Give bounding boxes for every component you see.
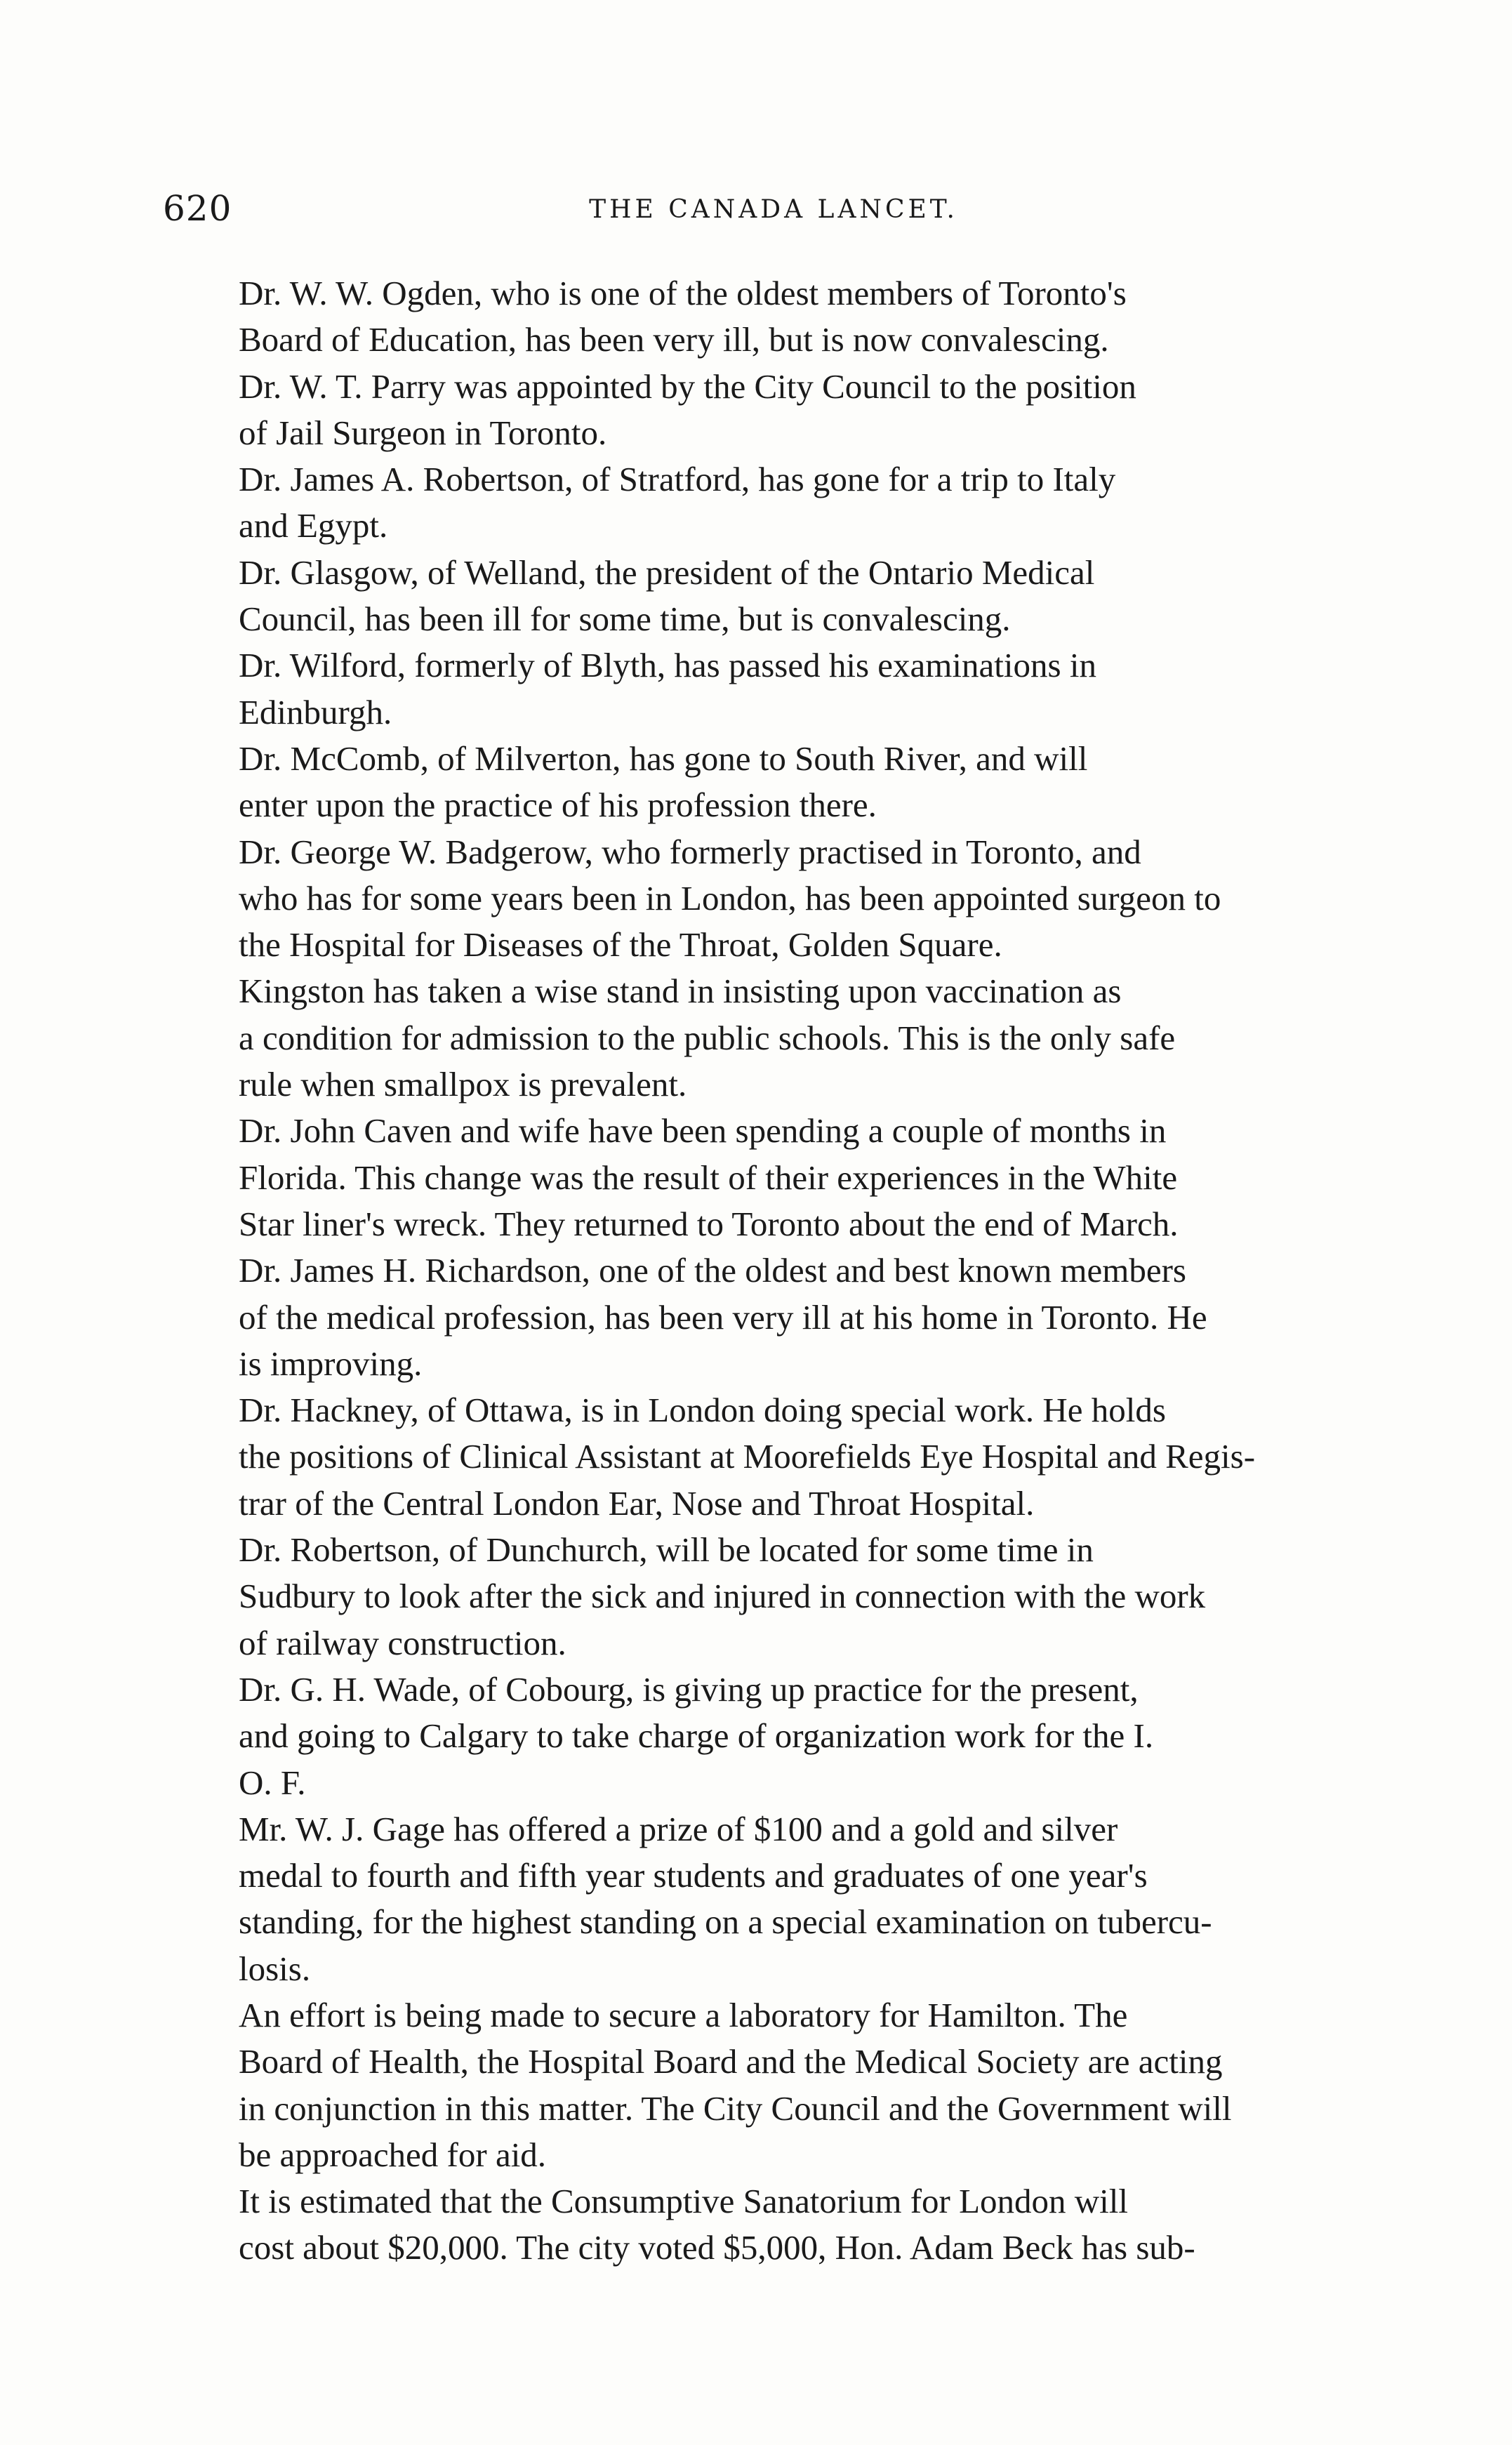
text-line: the positions of Clinical Assistant at Moorefields Eye Hospital and Regis- [239, 1437, 1256, 1476]
text-line: the Hospital for Diseases of the Throat, Golden Square. [239, 925, 1002, 965]
text-line: Dr. Glasgow, of Welland, the president of the Ontario Medical [239, 552, 1095, 592]
text-line: Sudbury to look after the sick and injured in connection with the work [239, 1577, 1206, 1616]
paragraph [163, 1527, 1384, 1667]
paragraph [163, 364, 1384, 457]
paragraph [163, 2178, 1384, 2272]
text-line: Florida. This change was the result of their experiences in the White [239, 1158, 1178, 1197]
text-line: Dr. McComb, of Milverton, has gone to South River, and will [239, 738, 1088, 778]
paragraph [163, 736, 1384, 829]
text-line: who has for some years been in London, has been appointed surgeon to [239, 878, 1221, 917]
paragraph [163, 1667, 1384, 1806]
running-head: THE CANADA LANCET. [589, 195, 958, 224]
text-line: An effort is being made to secure a laboratory for Hamilton. The [239, 1995, 1128, 2034]
text-line: Dr. G. H. Wade, of Cobourg, is giving up practice for the present, [239, 1669, 1139, 1709]
text-line: Board of Education, has been very ill, but is now convalescing. [239, 320, 1109, 359]
paragraph [163, 1806, 1384, 1992]
page-number: 620 [163, 188, 232, 229]
text-line: a condition for admission to the public schools. This is the only safe [239, 1018, 1176, 1057]
text-line: Board of Health, the Hospital Board and the Medical Society are acting [239, 2042, 1223, 2081]
paragraph [163, 1247, 1384, 1387]
paragraph [163, 550, 1384, 643]
text-line: Dr. Wilford, formerly of Blyth, has passed his examinations in [239, 646, 1096, 685]
text-line: trar of the Central London Ear, Nose and Throat Hospital. [239, 1483, 1035, 1523]
paragraph [163, 968, 1384, 1108]
text-line: O. F. [239, 1763, 306, 1802]
text-line: Mr. W. J. Gage has offered a prize of $100 and a gold and silver [239, 1809, 1118, 1848]
paragraph [163, 642, 1384, 736]
text-line: Kingston has taken a wise stand in insisting upon vaccination as [239, 972, 1122, 1011]
text-line: cost about $20,000. The city voted $5,000, Hon. Adam Beck has sub- [239, 2228, 1195, 2267]
paragraph [163, 829, 1384, 969]
text-line: is improving. [239, 1344, 423, 1383]
text-line: Dr. Hackney, of Ottawa, is in London doing special work. He holds [239, 1391, 1166, 1430]
text-line: Dr. W. T. Parry was appointed by the City Council to the position [239, 366, 1136, 406]
text-line: standing, for the highest standing on a special examination on tubercu- [239, 1902, 1212, 1942]
paragraph [163, 1387, 1384, 1527]
text-line: Dr. George W. Badgerow, who formerly practised in Toronto, and [239, 832, 1141, 871]
paragraph [163, 1992, 1384, 2178]
text-line: of the medical profession, has been very ill at his home in Toronto. He [239, 1297, 1207, 1337]
paragraph [163, 456, 1384, 550]
text-line: losis. [239, 1949, 311, 1988]
article-body [163, 270, 1384, 2272]
text-line: Star liner's wreck. They returned to Toronto about the end of March. [239, 1204, 1179, 1243]
text-line: of railway construction. [239, 1623, 566, 1662]
text-line: medal to fourth and fifth year students and graduates of one year's [239, 1856, 1148, 1895]
text-line: Dr. W. W. Ogden, who is one of the oldest members of Toronto's [239, 274, 1127, 312]
text-line: be approached for aid. [239, 2135, 547, 2174]
page-header [163, 184, 1384, 233]
text-line: Dr. James A. Robertson, of Stratford, has gone for a trip to Italy [239, 460, 1116, 499]
text-line: Edinburgh. [239, 692, 392, 731]
text-line: enter upon the practice of his profession there. [239, 786, 877, 825]
text-line: and going to Calgary to take charge of organization work for the I. [239, 1716, 1154, 1756]
text-line: rule when smallpox is prevalent. [239, 1065, 687, 1104]
text-line: in conjunction in this matter. The City Council and the Government will [239, 2088, 1232, 2128]
text-line: It is estimated that the Consumptive Sanatorium for London will [239, 2182, 1129, 2221]
text-line: and Egypt. [239, 506, 388, 545]
paragraph [163, 1108, 1384, 1247]
text-line: Council, has been ill for some time, but is convalescing. [239, 599, 1011, 639]
text-line: Dr. John Caven and wife have been spending a couple of months in [239, 1111, 1167, 1151]
text-line: Dr. Robertson, of Dunchurch, will be located for some time in [239, 1530, 1094, 1570]
text-line: Dr. James H. Richardson, one of the oldest and best known members [239, 1251, 1186, 1290]
text-line: of Jail Surgeon in Toronto. [239, 413, 607, 452]
paragraph [163, 270, 1384, 364]
